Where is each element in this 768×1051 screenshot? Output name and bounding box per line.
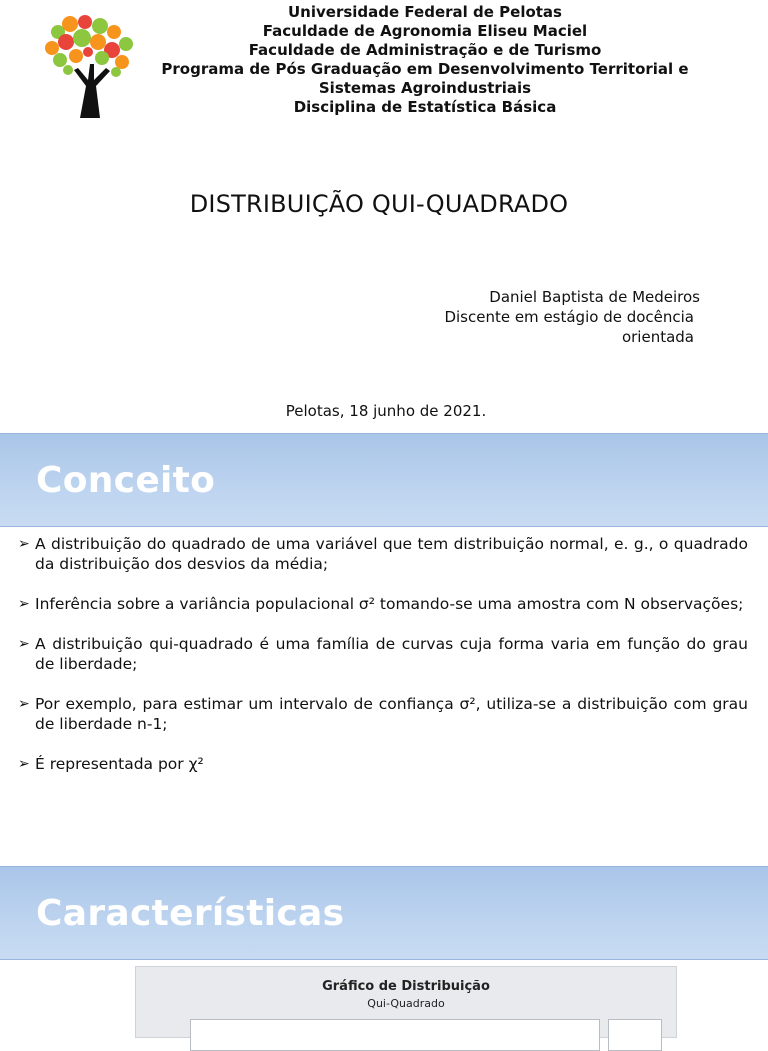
arrow-bullet-icon: ➢ xyxy=(18,696,30,712)
section-banner-caracteristicas xyxy=(0,866,768,960)
bullet-text: A distribuição qui-quadrado é uma família de curvas cuja forma varia em função do grau de liberdade; xyxy=(35,635,748,673)
chart-subtitle: Qui-Quadrado xyxy=(367,997,445,1010)
institution-line: Disciplina de Estatística Básica xyxy=(293,98,557,116)
institution-line: Sistemas Agroindustriais xyxy=(318,79,532,97)
distribution-chart-window xyxy=(135,966,677,1038)
author-block xyxy=(380,287,700,347)
section-banner-conceito xyxy=(0,433,768,527)
arrow-bullet-icon: ➢ xyxy=(18,636,30,652)
list-item xyxy=(18,534,748,574)
author-name: Daniel Baptista de Medeiros xyxy=(489,288,700,306)
presentation-date: Pelotas, 18 junho de 2021. xyxy=(285,402,487,420)
bullet-text: É representada por χ² xyxy=(35,755,204,773)
arrow-bullet-icon: ➢ xyxy=(18,596,30,612)
institution-line: Faculdade de Administração e de Turismo xyxy=(248,41,602,59)
bullet-text: Por exemplo, para estimar um intervalo de confiança σ², utiliza-se a distribuição com grau de liberdade n-1; xyxy=(35,695,748,733)
institution-header xyxy=(150,3,700,117)
institution-line: Universidade Federal de Pelotas xyxy=(288,3,562,21)
bullet-list xyxy=(18,534,748,794)
arrow-bullet-icon: ➢ xyxy=(18,756,30,772)
list-item xyxy=(18,634,748,674)
title-slide xyxy=(0,0,768,432)
section-heading: Conceito xyxy=(36,460,216,501)
list-item xyxy=(18,754,748,774)
arrow-bullet-icon: ➢ xyxy=(18,536,30,552)
list-item xyxy=(18,594,748,614)
chart-title: Gráfico de Distribuição xyxy=(322,979,490,994)
tree-logo-icon xyxy=(40,14,138,120)
list-item xyxy=(18,694,748,734)
author-role: Discente em estágio de docência orientada xyxy=(444,308,694,346)
bullet-text: A distribuição do quadrado de uma variável que tem distribuição normal, e. g., o quadrado da distribuição dos desvios da média; xyxy=(35,535,748,573)
institution-line: Programa de Pós Graduação em Desenvolvimento Territorial e xyxy=(161,60,689,78)
institution-line: Faculdade de Agronomia Eliseu Maciel xyxy=(262,22,588,40)
section-heading: Características xyxy=(36,893,345,934)
presentation-title: DISTRIBUIÇÃO QUI-QUADRADO xyxy=(189,190,569,218)
bullet-text: Inferência sobre a variância populacional σ² tomando-se uma amostra com N observações; xyxy=(35,595,744,613)
